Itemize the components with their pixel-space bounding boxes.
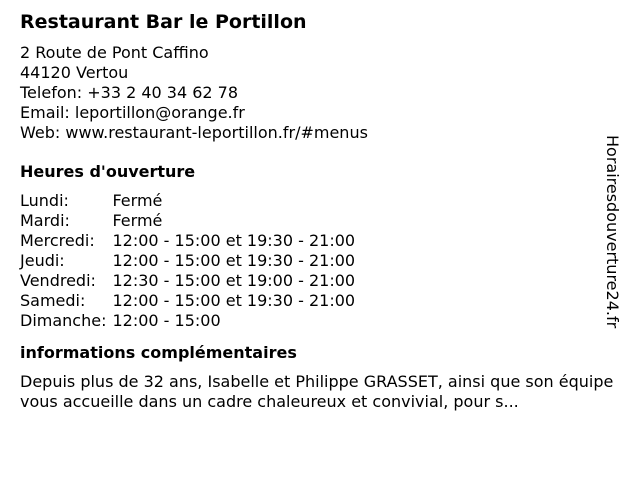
phone-line: Telefon: +33 2 40 34 62 78	[20, 83, 239, 102]
day-label: Mercredi:	[20, 231, 95, 250]
day-hours: Fermé	[112, 191, 163, 210]
opening-hours-heading: Heures d'ouverture	[20, 162, 196, 181]
day-hours: 12:30 - 15:00 et 19:00 - 21:00	[112, 271, 356, 290]
contact-block	[20, 43, 620, 143]
day-hours: 12:00 - 15:00 et 19:30 - 21:00	[112, 231, 356, 250]
day-label: Jeudi:	[20, 251, 65, 270]
day-hours: 12:00 - 15:00 et 19:30 - 21:00	[112, 291, 356, 310]
address-street: 2 Route de Pont Caffino	[20, 43, 209, 62]
day-label: Dimanche:	[20, 311, 107, 330]
address-city: 44120 Vertou	[20, 63, 129, 82]
day-hours: 12:00 - 15:00 et 19:30 - 21:00	[112, 251, 356, 270]
hours-row-saturday	[20, 291, 355, 311]
day-hours: 12:00 - 15:00	[112, 311, 221, 330]
additional-info-heading: informations complémentaires	[20, 343, 297, 362]
hours-row-tuesday	[20, 211, 355, 231]
email-line: Email: leportillon@orange.fr	[20, 103, 245, 122]
day-label: Vendredi:	[20, 271, 96, 290]
day-label: Samedi:	[20, 291, 86, 310]
additional-info-text: Depuis plus de 32 ans, Isabelle et Philippe GRASSET, ainsi que son équipe vous accueille dans un cadre chaleureux et convivial, pour s...	[20, 372, 614, 411]
day-label: Lundi:	[20, 191, 69, 210]
hours-row-monday	[20, 191, 355, 211]
hours-row-thursday	[20, 251, 355, 271]
opening-hours-table	[20, 191, 355, 331]
day-hours: Fermé	[112, 211, 163, 230]
hours-row-wednesday	[20, 231, 355, 251]
hours-row-sunday	[20, 311, 355, 331]
restaurant-name: Restaurant Bar le Portillon	[20, 11, 307, 33]
day-label: Mardi:	[20, 211, 70, 230]
website-line: Web: www.restaurant-leportillon.fr/#menus	[20, 123, 368, 142]
restaurant-card	[20, 10, 620, 412]
hours-row-friday	[20, 271, 355, 291]
watermark-text: Horairesdouverture24.fr	[603, 135, 622, 329]
